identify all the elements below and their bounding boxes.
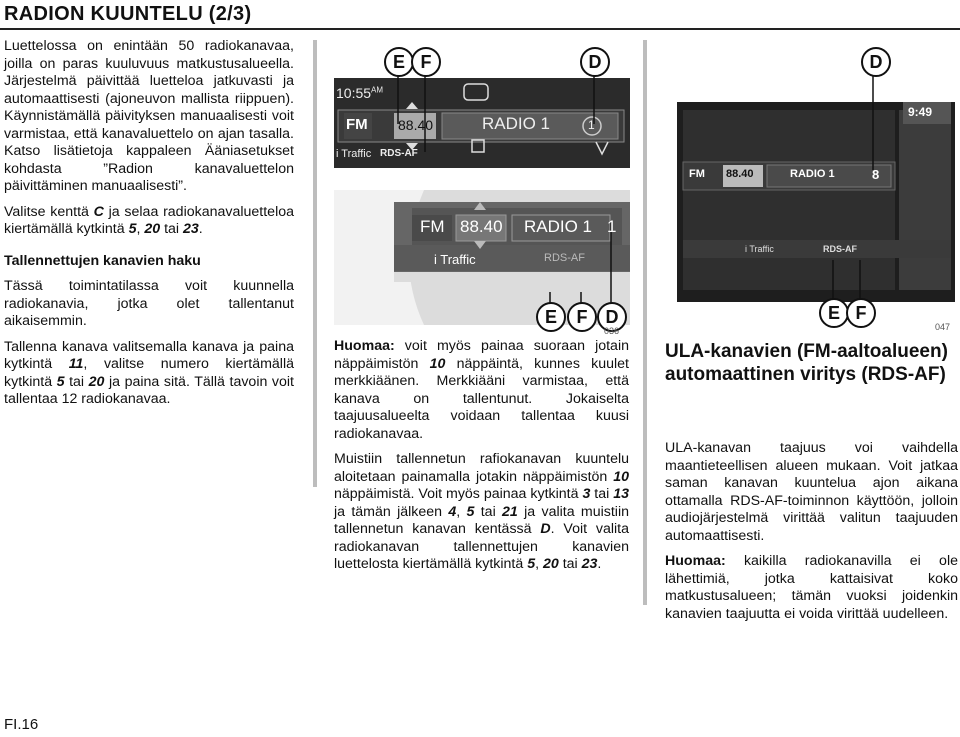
lcd-traffic: i Traffic [336,148,372,160]
figure-047-drawing [665,40,958,336]
callout-f-bottom: F [567,302,597,332]
callout-f-047: F [846,298,876,328]
col1-paragraph-4: Tallenna kanava valitsemalla kanava ja paina kytkintä 11, valitse numero kiertämällä kytkintä 5 tai 20 ja paina sitä. Tällä tavoin voit tallentaa 12 radiokanavaa. [4,338,295,407]
lcd-clock: $10:55^{AM}$ [336,85,384,101]
lcd-band: FM [346,116,368,133]
col2-paragraph-1: Huomaa: voit myös painaa suoraan jotain näppäimistön 10 näppäintä, kunnes kuulet merkkiäänen. Merkkiääni varmistaa, että kanava on tallentunut. Jokaiselta taajuusalueelta voidaan tallentaa kuusi radiokanavaa. [334,338,630,442]
col1-paragraph-1: Luettelossa on enintään 50 radiokanavaa, joilla on paras kuuluvuus matkustusalueella. Järjestelmä päivittää luetteloa jatkuvasti ja automaattisesti (ajoneuvon mallista riippuen). Käynnistämällä päivityksen manuaalisesti voit varmistaa, että kanavaluettelo on ajan tasalla. Katso lisätietoja kappaleen Ääniasetukset kohdasta ”Radion kanavaluettelon päivittäminen manuaalisesti”. [4,38,294,194]
column-1 [4,38,294,417]
title-rule [0,28,960,30]
figure-number-036: 036 [604,326,620,336]
lcd-traffic-zoom: i Traffic [434,252,476,267]
lcd-rds-zoom: RDS-AF [544,252,585,264]
lcd-station: RADIO 1 [482,114,551,133]
lcd-rds: RDS-AF [380,148,418,159]
col2-paragraph-2: Muistiin tallennetun rafiokanavan kuuntelu aloitetaan painamalla jotakin näppäimistön 10 näppäimistä. Voit myös painaa kytkintä 3 tai 13 ja tämän jälkeen 4, 5 tai 21 ja valita muistiin tallennetun kanavan kentässä D. Voit valita radiokanavan tallennettujen kanavien luettelosta kiertämällä kytkintä 5, 20 tai 23. [334,451,630,572]
lcd-station-047: RADIO 1 [790,168,835,180]
lcd-frequency-047: 88.40 [726,168,754,180]
col3-paragraph-1: ULA-kanavan taajuus voi vaihdella maantieteellisen alueen mukaan. Voit jatkaa saman kanavan kuuntelua ajon aikana ottamalla RDS-AF-toiminnon käyttöön, jolloin audiojärjestelmä virittää valitun taajuuden automaattisesti. [665,440,958,544]
figure-047 [665,40,958,336]
lcd-station-zoom: RADIO 1 [524,217,593,236]
lcd-traffic-047: i Traffic [745,244,774,254]
figure-036 [334,40,630,336]
lcd-preset-047: 8 [872,167,880,182]
callout-e-bottom: E [536,302,566,332]
callout-e-047: E [819,298,849,328]
column-3 [665,440,958,631]
lcd-frequency: 88.40 [398,117,434,133]
lcd-clock-047: 9:49 [908,105,933,119]
lcd-band-zoom: FM [420,217,445,236]
lcd-rds-047: RDS-AF [823,244,857,254]
callout-f-top: F [411,47,441,77]
col1-heading: Tallennettujen kanavien haku [4,252,201,269]
column-separator-1 [313,40,317,487]
col1-paragraph-2: Valitse kenttä C ja selaa radiokanavaluetteloa kiertämällä kytkintä 5, 20 tai 23. [4,203,294,237]
callout-d-047: D [861,47,891,77]
col3-paragraph-2: Huomaa: kaikilla radiokanavilla ei ole lähettimiä, jotka kattaisivat koko matkustusalueen; tämän vuoksi joidenkin kanavien taajuutta ei voida virittää uudelleen. [665,553,958,622]
column-2 [334,338,629,582]
page-title: RADION KUUNTELU (2/3) [4,2,272,27]
figure-number-047: 047 [935,322,951,332]
page-number: FI.16 [4,716,39,733]
lcd-preset: 1 [588,118,595,132]
lcd-preset-zoom: 1 [607,217,617,236]
column-separator-2 [643,40,647,605]
callout-e-top: E [384,47,414,77]
lcd-band-047: FM [689,168,705,180]
col3-heading: ULA-kanavien (FM-aaltoalueen) automaattinen viritys (RDS-AF) [665,341,948,385]
callout-d-bottom: D [597,302,627,332]
col1-paragraph-3: Tässä toimintatilassa voit kuunnella radiokanavia, jotka olet tallentanut aikaisemmin. [4,278,294,329]
lcd-frequency-zoom: 88.40 [460,217,503,236]
callout-d-top: D [580,47,610,77]
